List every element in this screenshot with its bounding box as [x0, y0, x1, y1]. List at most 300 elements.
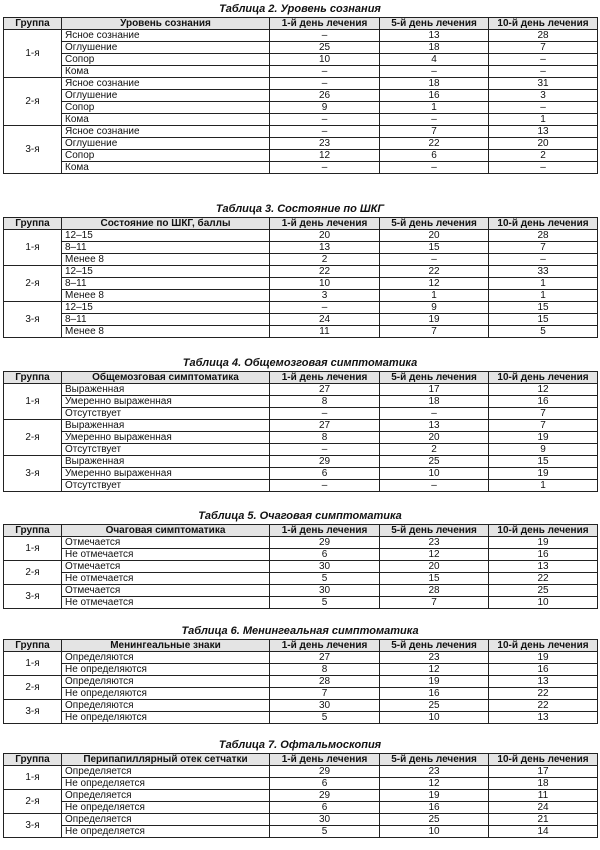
header-category: Перипапиллярный отек сетчатки — [62, 754, 270, 766]
cell-category: Оглушение — [62, 138, 270, 150]
cell-category: Сопор — [62, 54, 270, 66]
header-group: Группа — [4, 640, 62, 652]
table-row — [4, 150, 598, 162]
header-day-10: 10-й день лечения — [489, 18, 598, 30]
table-row — [4, 432, 598, 444]
cell-category: Кома — [62, 114, 270, 126]
cell-day-5: 9 — [380, 302, 489, 314]
cell-day-10: 19 — [489, 537, 598, 549]
cell-day-10: 7 — [489, 242, 598, 254]
table-row — [4, 90, 598, 102]
group-label: 2-я — [4, 561, 62, 585]
header-group: Группа — [4, 218, 62, 230]
table-row — [4, 408, 598, 420]
cell-day-1: – — [270, 66, 380, 78]
cell-category: Отсутствует — [62, 444, 270, 456]
cell-day-1: 23 — [270, 138, 380, 150]
table-row — [4, 114, 598, 126]
cell-day-1: 27 — [270, 652, 380, 664]
cell-day-10: 16 — [489, 664, 598, 676]
cell-day-10: 24 — [489, 802, 598, 814]
cell-category: Не определяется — [62, 778, 270, 790]
cell-category: Не определяется — [62, 802, 270, 814]
cell-day-10: 7 — [489, 420, 598, 432]
cell-day-5: 16 — [380, 802, 489, 814]
group-label: 1-я — [4, 537, 62, 561]
table-row — [4, 826, 598, 838]
cell-day-1: – — [270, 162, 380, 174]
cell-day-1: 30 — [270, 814, 380, 826]
cell-category: Отсутствует — [62, 480, 270, 492]
table-row — [4, 290, 598, 302]
cell-category: Отмечается — [62, 585, 270, 597]
header-day-5: 5-й день лечения — [380, 218, 489, 230]
cell-day-1: 22 — [270, 266, 380, 278]
header-category: Очаговая симптоматика — [62, 525, 270, 537]
table-7-ophthalmoscopy — [3, 739, 597, 838]
table-row — [4, 814, 598, 826]
header-day-1: 1-й день лечения — [270, 218, 380, 230]
cell-day-1: 8 — [270, 432, 380, 444]
cell-category: Не определяются — [62, 712, 270, 724]
table-row — [4, 456, 598, 468]
cell-day-1: – — [270, 480, 380, 492]
cell-day-5: 10 — [380, 712, 489, 724]
cell-day-5: 7 — [380, 326, 489, 338]
cell-category: Определяется — [62, 766, 270, 778]
table-caption: Таблица 4. Общемозговая симптоматика — [182, 357, 418, 369]
table-row — [4, 778, 598, 790]
cell-day-5: – — [380, 254, 489, 266]
table-row — [4, 314, 598, 326]
table-row — [4, 712, 598, 724]
cell-day-5: 19 — [380, 676, 489, 688]
cell-day-5: 20 — [380, 432, 489, 444]
table-row — [4, 102, 598, 114]
table-row — [4, 162, 598, 174]
header-row — [4, 754, 598, 766]
cell-day-1: 29 — [270, 456, 380, 468]
cell-day-1: – — [270, 126, 380, 138]
table-row — [4, 230, 598, 242]
cell-day-10: 22 — [489, 700, 598, 712]
table-row — [4, 802, 598, 814]
cell-category: Умеренно выраженная — [62, 396, 270, 408]
cell-day-5: 23 — [380, 766, 489, 778]
cell-category: Не определяются — [62, 664, 270, 676]
cell-day-5: 1 — [380, 102, 489, 114]
cell-day-10: 13 — [489, 676, 598, 688]
cell-category: Выраженная — [62, 456, 270, 468]
cell-day-10: 1 — [489, 278, 598, 290]
cell-day-10: 15 — [489, 456, 598, 468]
cell-day-1: 13 — [270, 242, 380, 254]
cell-day-1: – — [270, 78, 380, 90]
header-day-1: 1-й день лечения — [270, 640, 380, 652]
table-row — [4, 480, 598, 492]
cell-category: Ясное сознание — [62, 78, 270, 90]
header-day-1: 1-й день лечения — [270, 372, 380, 384]
cell-day-1: – — [270, 302, 380, 314]
cell-day-5: 19 — [380, 314, 489, 326]
header-category: Уровень сознания — [62, 18, 270, 30]
group-label: 1-я — [4, 766, 62, 790]
table-row — [4, 597, 598, 609]
data-table — [3, 753, 598, 838]
cell-day-1: 3 — [270, 290, 380, 302]
cell-day-1: 20 — [270, 230, 380, 242]
cell-category: Определяются — [62, 652, 270, 664]
cell-day-1: 11 — [270, 326, 380, 338]
cell-day-1: – — [270, 114, 380, 126]
cell-day-5: 7 — [380, 126, 489, 138]
cell-category: Сопор — [62, 150, 270, 162]
cell-day-5: 13 — [380, 420, 489, 432]
cell-day-10: – — [489, 162, 598, 174]
cell-day-10: 28 — [489, 30, 598, 42]
header-category: Общемозговая симптоматика — [62, 372, 270, 384]
cell-day-1: 28 — [270, 676, 380, 688]
cell-day-5: – — [380, 66, 489, 78]
cell-day-1: 25 — [270, 42, 380, 54]
header-day-10: 10-й день лечения — [489, 372, 598, 384]
table-row — [4, 396, 598, 408]
table-row — [4, 652, 598, 664]
cell-day-10: 28 — [489, 230, 598, 242]
cell-category: Определяются — [62, 700, 270, 712]
cell-day-10: 9 — [489, 444, 598, 456]
cell-day-10: 1 — [489, 290, 598, 302]
table-row — [4, 302, 598, 314]
group-label: 3-я — [4, 585, 62, 609]
cell-day-5: 2 — [380, 444, 489, 456]
table-row — [4, 420, 598, 432]
table-row — [4, 444, 598, 456]
header-day-1: 1-й день лечения — [270, 18, 380, 30]
cell-day-5: 15 — [380, 242, 489, 254]
data-table — [3, 17, 598, 174]
cell-day-5: 13 — [380, 30, 489, 42]
cell-day-10: 13 — [489, 561, 598, 573]
group-label: 2-я — [4, 420, 62, 456]
table-caption: Таблица 2. Уровень сознания — [219, 3, 381, 15]
cell-day-5: 12 — [380, 549, 489, 561]
cell-day-5: 10 — [380, 468, 489, 480]
cell-day-5: 25 — [380, 700, 489, 712]
header-row — [4, 218, 598, 230]
cell-category: Не отмечается — [62, 549, 270, 561]
cell-day-5: 19 — [380, 790, 489, 802]
table-row — [4, 138, 598, 150]
cell-day-10: 22 — [489, 573, 598, 585]
table-row — [4, 700, 598, 712]
cell-day-1: 5 — [270, 597, 380, 609]
cell-day-1: 6 — [270, 802, 380, 814]
header-day-10: 10-й день лечения — [489, 754, 598, 766]
table-row — [4, 585, 598, 597]
cell-day-1: 29 — [270, 790, 380, 802]
cell-day-1: 5 — [270, 826, 380, 838]
cell-day-1: 27 — [270, 384, 380, 396]
cell-day-5: 25 — [380, 456, 489, 468]
cell-day-1: 27 — [270, 420, 380, 432]
cell-category: Определяются — [62, 676, 270, 688]
table-row — [4, 549, 598, 561]
cell-day-5: – — [380, 480, 489, 492]
cell-day-1: 26 — [270, 90, 380, 102]
table-row — [4, 254, 598, 266]
table-row — [4, 266, 598, 278]
cell-category: Менее 8 — [62, 290, 270, 302]
header-group: Группа — [4, 525, 62, 537]
cell-category: Менее 8 — [62, 254, 270, 266]
cell-category: Менее 8 — [62, 326, 270, 338]
data-table — [3, 639, 598, 724]
group-label: 1-я — [4, 30, 62, 78]
header-group: Группа — [4, 372, 62, 384]
cell-day-5: 17 — [380, 384, 489, 396]
group-label: 2-я — [4, 790, 62, 814]
cell-category: Не определяются — [62, 688, 270, 700]
cell-day-5: 6 — [380, 150, 489, 162]
cell-day-10: 12 — [489, 384, 598, 396]
header-row — [4, 640, 598, 652]
cell-day-5: 1 — [380, 290, 489, 302]
cell-day-5: 18 — [380, 42, 489, 54]
cell-day-10: 14 — [489, 826, 598, 838]
table-row — [4, 790, 598, 802]
cell-category: Умеренно выраженная — [62, 468, 270, 480]
table-row — [4, 537, 598, 549]
cell-category: Ясное сознание — [62, 30, 270, 42]
cell-day-1: 6 — [270, 549, 380, 561]
cell-category: Определяется — [62, 790, 270, 802]
cell-day-5: 20 — [380, 561, 489, 573]
table-caption: Таблица 5. Очаговая симптоматика — [198, 510, 402, 522]
table-row — [4, 664, 598, 676]
table-5-focal-symptoms — [3, 510, 597, 609]
table-row — [4, 676, 598, 688]
table-row — [4, 42, 598, 54]
cell-day-10: 22 — [489, 688, 598, 700]
cell-day-10: 1 — [489, 480, 598, 492]
header-day-5: 5-й день лечения — [380, 640, 489, 652]
table-row — [4, 242, 598, 254]
table-row — [4, 66, 598, 78]
cell-category: Кома — [62, 162, 270, 174]
cell-category: Определяется — [62, 814, 270, 826]
cell-day-5: – — [380, 408, 489, 420]
group-label: 3-я — [4, 456, 62, 492]
table-row — [4, 78, 598, 90]
table-row — [4, 126, 598, 138]
cell-day-1: 6 — [270, 468, 380, 480]
cell-day-10: 16 — [489, 396, 598, 408]
cell-category: Отсутствует — [62, 408, 270, 420]
cell-day-5: 10 — [380, 826, 489, 838]
cell-day-5: 4 — [380, 54, 489, 66]
cell-category: Ясное сознание — [62, 126, 270, 138]
cell-day-5: 28 — [380, 585, 489, 597]
cell-day-5: 20 — [380, 230, 489, 242]
header-group: Группа — [4, 18, 62, 30]
cell-day-5: 18 — [380, 396, 489, 408]
group-label: 3-я — [4, 302, 62, 338]
table-row — [4, 468, 598, 480]
cell-category: Отмечается — [62, 561, 270, 573]
table-6-meningeal-symptoms — [3, 625, 597, 724]
cell-day-10: 18 — [489, 778, 598, 790]
table-row — [4, 326, 598, 338]
cell-day-5: 22 — [380, 138, 489, 150]
cell-category: Не отмечается — [62, 597, 270, 609]
table-caption: Таблица 3. Состояние по ШКГ — [215, 203, 385, 215]
table-row — [4, 278, 598, 290]
cell-category: 12–15 — [62, 302, 270, 314]
cell-day-1: 30 — [270, 585, 380, 597]
cell-day-1: 29 — [270, 766, 380, 778]
table-row — [4, 766, 598, 778]
cell-day-10: 3 — [489, 90, 598, 102]
cell-day-10: – — [489, 254, 598, 266]
cell-day-1: 30 — [270, 561, 380, 573]
cell-day-10: 25 — [489, 585, 598, 597]
header-day-1: 1-й день лечения — [270, 754, 380, 766]
cell-category: 8–11 — [62, 242, 270, 254]
cell-day-5: 12 — [380, 664, 489, 676]
cell-category: Оглушение — [62, 42, 270, 54]
cell-day-1: 5 — [270, 712, 380, 724]
cell-day-1: 8 — [270, 396, 380, 408]
cell-day-1: 7 — [270, 688, 380, 700]
cell-category: Умеренно выраженная — [62, 432, 270, 444]
cell-category: Сопор — [62, 102, 270, 114]
header-group: Группа — [4, 754, 62, 766]
cell-day-10: 19 — [489, 432, 598, 444]
cell-day-1: 24 — [270, 314, 380, 326]
cell-category: Оглушение — [62, 90, 270, 102]
cell-day-1: 12 — [270, 150, 380, 162]
cell-day-10: 20 — [489, 138, 598, 150]
cell-day-10: – — [489, 54, 598, 66]
header-day-10: 10-й день лечения — [489, 218, 598, 230]
cell-category: 8–11 — [62, 278, 270, 290]
cell-day-10: 19 — [489, 652, 598, 664]
cell-day-10: 10 — [489, 597, 598, 609]
cell-category: Не определяется — [62, 826, 270, 838]
table-row — [4, 54, 598, 66]
cell-day-5: 22 — [380, 266, 489, 278]
cell-category: Отмечается — [62, 537, 270, 549]
header-day-10: 10-й день лечения — [489, 640, 598, 652]
group-label: 2-я — [4, 78, 62, 126]
cell-day-10: – — [489, 66, 598, 78]
cell-category: Выраженная — [62, 384, 270, 396]
cell-category: 8–11 — [62, 314, 270, 326]
cell-day-1: 10 — [270, 278, 380, 290]
cell-day-5: – — [380, 162, 489, 174]
cell-category: 12–15 — [62, 266, 270, 278]
cell-category: Кома — [62, 66, 270, 78]
group-label: 1-я — [4, 652, 62, 676]
cell-day-5: 15 — [380, 573, 489, 585]
group-label: 3-я — [4, 126, 62, 174]
cell-day-10: 13 — [489, 126, 598, 138]
cell-day-10: – — [489, 102, 598, 114]
cell-day-10: 7 — [489, 42, 598, 54]
table-4-general-cerebral-symptoms — [3, 357, 597, 492]
table-2-consciousness-level — [3, 3, 597, 174]
cell-day-10: 31 — [489, 78, 598, 90]
cell-day-10: 13 — [489, 712, 598, 724]
cell-day-5: 25 — [380, 814, 489, 826]
cell-day-10: 33 — [489, 266, 598, 278]
cell-day-1: 8 — [270, 664, 380, 676]
cell-day-5: 23 — [380, 652, 489, 664]
cell-day-5: 23 — [380, 537, 489, 549]
cell-category: Не отмечается — [62, 573, 270, 585]
group-label: 1-я — [4, 230, 62, 266]
cell-day-1: 2 — [270, 254, 380, 266]
cell-day-5: 12 — [380, 278, 489, 290]
table-row — [4, 384, 598, 396]
cell-day-1: 5 — [270, 573, 380, 585]
group-label: 2-я — [4, 266, 62, 302]
cell-day-1: 29 — [270, 537, 380, 549]
cell-day-10: 5 — [489, 326, 598, 338]
cell-day-1: – — [270, 444, 380, 456]
header-row — [4, 18, 598, 30]
cell-day-5: – — [380, 114, 489, 126]
group-label: 3-я — [4, 814, 62, 838]
table-caption: Таблица 6. Менингеальная симптоматика — [181, 625, 419, 637]
header-day-10: 10-й день лечения — [489, 525, 598, 537]
group-label: 1-я — [4, 384, 62, 420]
data-table — [3, 524, 598, 609]
header-row — [4, 372, 598, 384]
cell-day-5: 18 — [380, 78, 489, 90]
table-row — [4, 561, 598, 573]
cell-day-1: 30 — [270, 700, 380, 712]
header-category: Состояние по ШКГ, баллы — [62, 218, 270, 230]
cell-day-10: 1 — [489, 114, 598, 126]
cell-day-5: 12 — [380, 778, 489, 790]
cell-day-10: 16 — [489, 549, 598, 561]
cell-day-1: – — [270, 408, 380, 420]
cell-category: 12–15 — [62, 230, 270, 242]
group-label: 2-я — [4, 676, 62, 700]
table-row — [4, 30, 598, 42]
cell-day-10: 2 — [489, 150, 598, 162]
cell-day-5: 16 — [380, 90, 489, 102]
cell-day-10: 15 — [489, 302, 598, 314]
header-row — [4, 525, 598, 537]
table-caption: Таблица 7. Офтальмоскопия — [218, 739, 382, 751]
cell-day-1: 10 — [270, 54, 380, 66]
data-table — [3, 371, 598, 492]
header-day-5: 5-й день лечения — [380, 18, 489, 30]
header-category: Менингеальные знаки — [62, 640, 270, 652]
cell-day-5: 7 — [380, 597, 489, 609]
cell-day-1: – — [270, 30, 380, 42]
header-day-5: 5-й день лечения — [380, 525, 489, 537]
table-row — [4, 573, 598, 585]
cell-day-10: 11 — [489, 790, 598, 802]
cell-day-10: 17 — [489, 766, 598, 778]
cell-day-10: 7 — [489, 408, 598, 420]
cell-day-10: 21 — [489, 814, 598, 826]
cell-category: Выраженная — [62, 420, 270, 432]
